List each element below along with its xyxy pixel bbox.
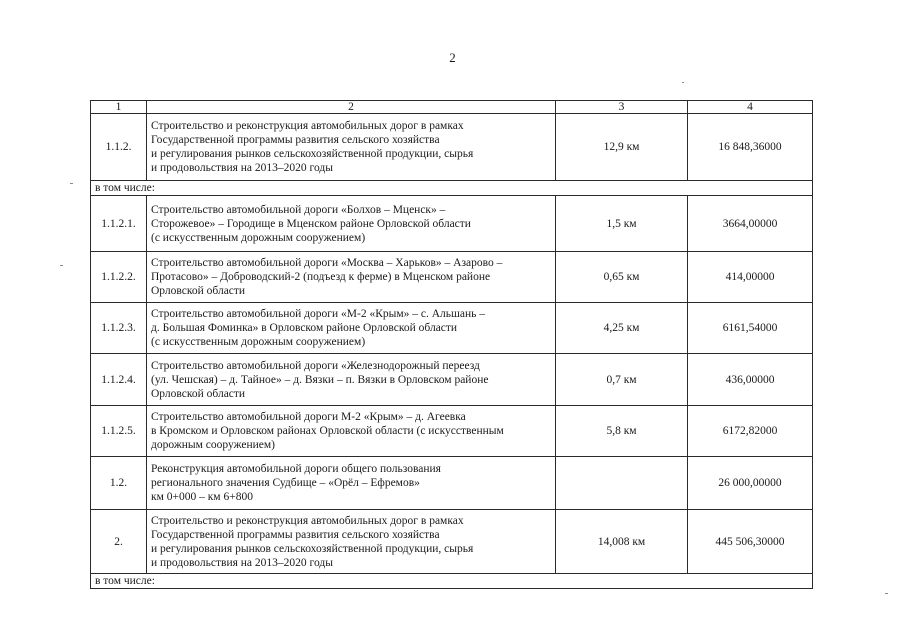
table-header-row [91, 101, 813, 114]
row-number: 1.1.2.2. [91, 252, 147, 303]
header-col-3: 3 [556, 101, 688, 114]
row-number: 1.2. [91, 457, 147, 510]
row-description: Строительство и реконструкция автомобильных дорог в рамках Государственной программы развития сельского хозяйства и регулирования рынков сельскохозяйственной продукции, сырья и продовольствия на 2013–2020 годы [147, 114, 556, 181]
row-length: 1,5 км [556, 196, 688, 252]
table-row [91, 354, 813, 406]
row-number: 2. [91, 510, 147, 574]
subheader-label: в том числе: [91, 181, 813, 196]
row-amount: 414,00000 [688, 252, 813, 303]
row-length: 5,8 км [556, 406, 688, 457]
row-amount: 6161,54000 [688, 303, 813, 354]
row-amount: 26 000,00000 [688, 457, 813, 510]
page-number: 2 [449, 50, 456, 65]
table-row [91, 114, 813, 181]
row-number: 1.1.2.3. [91, 303, 147, 354]
row-amount: 3664,00000 [688, 196, 813, 252]
row-length [556, 457, 688, 510]
row-length: 12,9 км [556, 114, 688, 181]
header-col-2: 2 [147, 101, 556, 114]
table-row [91, 457, 813, 510]
subheader-row [91, 574, 813, 589]
row-number: 1.1.2.5. [91, 406, 147, 457]
scan-speck [885, 593, 888, 594]
row-description: Строительство автомобильной дороги «Болхов – Мценск» – Сторожевое» – Городище в Мценском районе Орловской области (с искусственным дорожным сооружением) [147, 196, 556, 252]
road-construction-table [90, 100, 813, 589]
row-number: 1.1.2. [91, 114, 147, 181]
row-description: Строительство автомобильной дороги М-2 «Крым» – д. Агеевка в Кромском и Орловском районах Орловской области (с искусственным дорожным сооружением) [147, 406, 556, 457]
row-description: Строительство и реконструкция автомобильных дорог в рамках Государственной программы развития сельского хозяйства и регулирования рынков сельскохозяйственной продукции, сырья и продовольствия на 2013–2020 годы [147, 510, 556, 574]
row-number: 1.1.2.4. [91, 354, 147, 406]
scan-speck [60, 265, 63, 266]
table-row [91, 406, 813, 457]
row-description: Реконструкция автомобильной дороги общего пользования регионального значения Судбище – «Орёл – Ефремов» км 0+000 – км 6+800 [147, 457, 556, 510]
row-length: 4,25 км [556, 303, 688, 354]
scan-speck [70, 183, 73, 184]
scan-speck [682, 82, 684, 83]
row-number: 1.1.2.1. [91, 196, 147, 252]
row-amount: 436,00000 [688, 354, 813, 406]
row-amount: 6172,82000 [688, 406, 813, 457]
row-description: Строительство автомобильной дороги «Москва – Харьков» – Азарово – Протасово» – Доброводский-2 (подъезд к ферме) в Мценском районе Орловской области [147, 252, 556, 303]
row-length: 0,65 км [556, 252, 688, 303]
header-col-1: 1 [91, 101, 147, 114]
row-length: 14,008 км [556, 510, 688, 574]
subheader-row [91, 181, 813, 196]
row-description: Строительство автомобильной дороги «Железнодорожный переезд (ул. Чешская) – д. Тайное» – д. Вязки – п. Вязки в Орловском районе Орловской области [147, 354, 556, 406]
table-row [91, 303, 813, 354]
row-length: 0,7 км [556, 354, 688, 406]
row-amount: 445 506,30000 [688, 510, 813, 574]
subheader-label: в том числе: [91, 574, 813, 589]
table-row [91, 252, 813, 303]
header-col-4: 4 [688, 101, 813, 114]
row-amount: 16 848,36000 [688, 114, 813, 181]
table-row [91, 510, 813, 574]
row-description: Строительство автомобильной дороги «М-2 «Крым» – с. Альшань – д. Большая Фоминка» в Орловском районе Орловской области (с искусственным дорожным сооружением) [147, 303, 556, 354]
table-row [91, 196, 813, 252]
